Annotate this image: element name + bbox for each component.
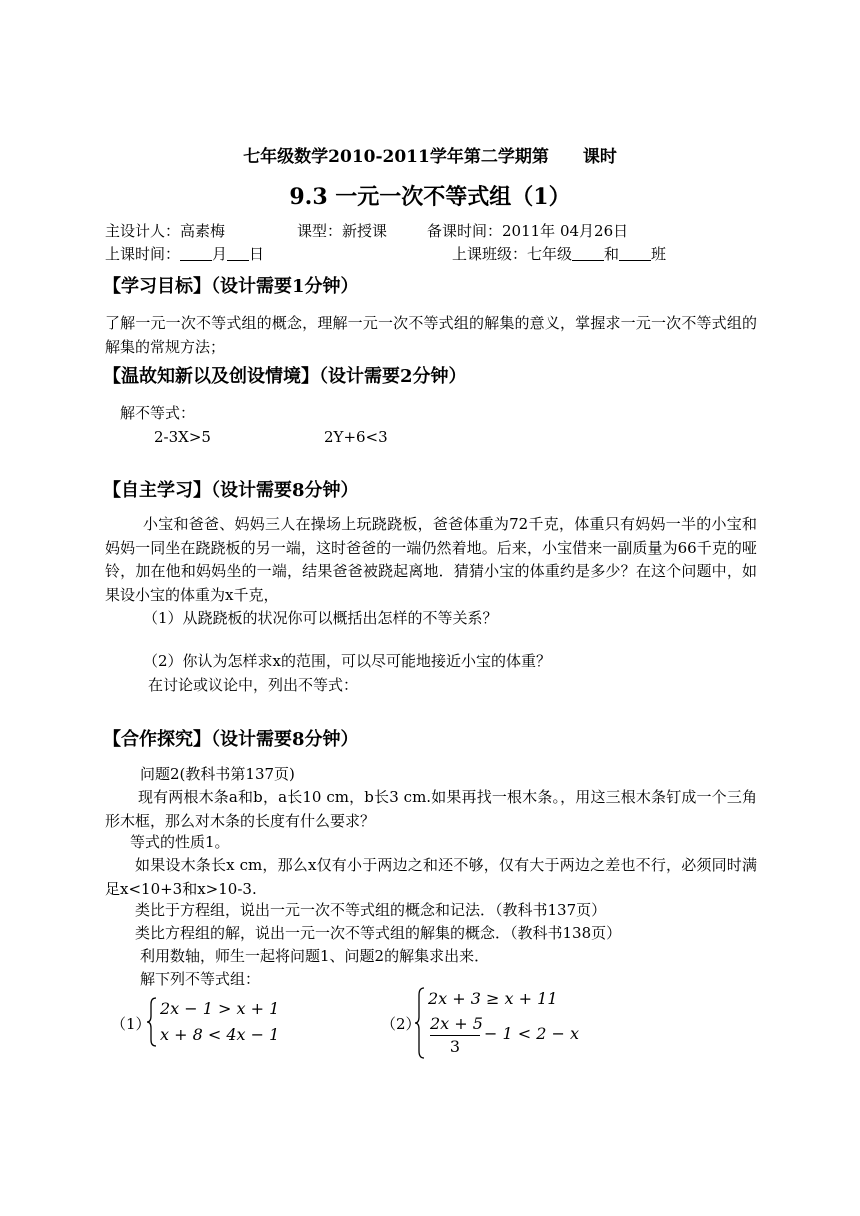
self-study-story: 小宝和爸爸、妈妈三人在操场上玩跷跷板，爸爸体重为72千克，体重只有妈妈一半的小宝和妈妈一同坐在跷跷板的另一端，这时爸爸的一端仍然着地。后来，小宝借来一副质量为66千克的哑铃，加在他和妈妈坐的一端，结果爸爸被跷起离地．猜猜小宝的体重约是多少？在这个问题中，如果设小宝的体重为x千克， xyxy=(105,515,757,604)
class-blank-2 xyxy=(619,245,651,261)
course-title: 七年级数学2010-2011学年第二学期第 课时 xyxy=(243,147,617,167)
system-1-line-1: 2x − 1 > x + 1 xyxy=(160,999,280,1018)
system-2-fraction-bar xyxy=(430,1035,480,1036)
review-inequality-1: 2-3X>5 xyxy=(154,428,211,446)
self-study-question-1: （1）从跷跷板的状况你可以概括出怎样的不等关系？ xyxy=(143,609,498,627)
coop-concept: 类比于方程组，说出一元一次不等式组的概念和记法．（教科书137页） xyxy=(135,901,607,919)
system-2-fraction-numerator: 2x + 5 xyxy=(430,1014,483,1033)
ban-label: 班 xyxy=(651,245,667,263)
system-2-brace xyxy=(414,986,426,1060)
goals-text: 了解一元一次不等式组的概念，理解一元一次不等式组的解集的意义，掌握求一元一次不等式组的解集的常规方法； xyxy=(105,314,757,356)
system-2-label: （2） xyxy=(381,1015,421,1033)
day-blank xyxy=(227,245,249,261)
coop-number-line: 利用数轴，师生一起将问题1、问题2的解集求出来． xyxy=(140,947,490,965)
system-1-label: （1） xyxy=(111,1015,151,1033)
system-2-fraction-denominator: 3 xyxy=(449,1037,461,1056)
coop-heading: 【合作探究】（设计需要8分钟） xyxy=(103,729,359,750)
month-blank xyxy=(180,245,212,261)
self-study-question-3: 在讨论或议论中，列出不等式： xyxy=(148,676,359,694)
coop-solution-set: 类比方程组的解，说出一元一次不等式组的解集的概念．（教科书138页） xyxy=(135,924,622,942)
self-study-heading: 【自主学习】（设计需要8分钟） xyxy=(103,480,359,501)
review-heading: 【温故知新以及创设情境】（设计需要2分钟） xyxy=(103,366,467,387)
coop-property: 等式的性质1。 xyxy=(130,833,230,851)
designer: 主设计人：高素梅 xyxy=(105,222,226,240)
system-2-line-2-rest: − 1 < 2 − x xyxy=(484,1024,580,1043)
system-1-brace xyxy=(146,996,158,1048)
coop-problem-text: 现有两根木条a和b，a长10 cm，b长3 cm.如果再找一根木条。，用这三根木条钉成一个三角形木框，那么对木条的长度有什么要求？ xyxy=(105,788,757,830)
coop-problem-2: 问题2(教科书第137页) xyxy=(140,765,295,783)
class-time xyxy=(105,243,264,265)
goals-heading: 【学习目标】（设计需要1分钟） xyxy=(103,276,359,297)
day-label: 日 xyxy=(249,245,265,263)
class-time-label: 上课时间： xyxy=(105,245,181,263)
class-blank-1 xyxy=(572,245,604,261)
review-prompt: 解不等式： xyxy=(120,404,196,422)
system-1-line-2: x + 8 < 4x − 1 xyxy=(160,1025,280,1044)
and-label: 和 xyxy=(604,245,620,263)
class-label: 上课班级：七年级 xyxy=(452,245,573,263)
class-info xyxy=(452,243,666,265)
lesson-type: 课型：新授课 xyxy=(297,222,388,240)
month-label: 月 xyxy=(212,245,228,263)
system-2-line-1: 2x + 3 ≥ x + 11 xyxy=(428,989,558,1008)
self-study-question-2: （2）你认为怎样求x的范围，可以尽可能地接近小宝的体重？ xyxy=(143,652,552,670)
lesson-title: 9.3 一元一次不等式组（1） xyxy=(289,184,571,210)
review-inequality-2: 2Y+6<3 xyxy=(324,428,388,446)
prep-time: 备课时间：2011年 04月26日 xyxy=(427,222,629,240)
coop-explanation: 如果设木条长x cm，那么x仅有小于两边之和还不够，仅有大于两边之差也不行，必须同时满足x<10+3和x>10-3. xyxy=(105,856,757,898)
coop-exercise-prompt: 解下列不等式组： xyxy=(140,970,261,988)
